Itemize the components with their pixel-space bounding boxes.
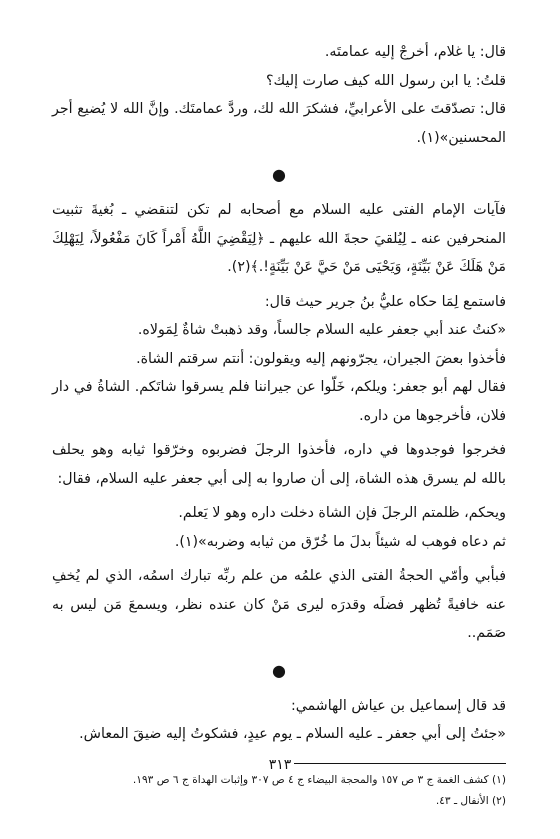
footnote: (١) كشف الغمة ج ٣ ص ١٥٧ والمحجة البيضاء ج ٤ ص ٣٠٧ وإثبات الهداة ج ٦ ص ١٩٣. xyxy=(132,773,506,786)
section-divider: ● xyxy=(272,660,286,680)
section-divider: ● xyxy=(272,165,286,184)
narrative-section xyxy=(52,196,506,648)
paragraph: فآيات الإمام الفتى عليه السلام مع أصحابه لم تكن لتنقضي ـ بُغيةَ تثبيت المنحرفين عنه ـ لِيُلقيَ حجةَ الله عليهم ـ ﴿لِيَقْضِيَ اللَّهُ أَمْراً كَانَ مَفْعُولاً، لِيَهْلِكَ مَنْ هَلَكَ عَنْ بَيِّنَةٍ، وَيَحْيَى مَنْ حَيَّ عَنْ بَيِّنَةٍ!.﴾(٢). xyxy=(52,202,506,275)
paragraph: فخرجوا فوجدوها في داره، فأخذوا الرجلَ فضربوه وخرّقوا ثيابه وهو يحلف بالله لم يسرق هذه الشاة، إلى أن صاروا به إلى أبي جعفر عليه السلام، فقال: xyxy=(52,442,506,487)
paragraph: «جئتُ إلى أبي جعفر ـ عليه السلام ـ يوم عيدٍ، فشكوتُ إليه ضيقَ المعاش. xyxy=(79,726,506,742)
paragraph: ثم دعاه فوهب له شيئاً بدلَ ما خُرّق من ثيابه وضربه»(١). xyxy=(174,533,506,550)
footnotes xyxy=(52,770,506,812)
paragraph: قد قال إسماعيل بن عياش الهاشمي: xyxy=(291,697,506,714)
paragraph: قال: تصدّقتَ على الأعرابيِّ، فشكرَ الله لك، وردَّ عمامتَك. وإنَّ الله لا يُضيع أجر المحسنين»(١). xyxy=(52,101,506,146)
footnote: (٢) الأنفال ـ ٤٣. xyxy=(435,794,506,807)
dialogue-section xyxy=(52,38,506,152)
paragraph: قلتُ: يا ابن رسول الله كيف صارت إليك؟ xyxy=(266,72,506,89)
paragraph: فبأبي وأمّي الحجةُ الفتى الذي علمُه من علم ربِّه تبارك اسمُه، الذي لم يُخفِ عنه خافيةً تُظهر فضلَه وقدرَه ليرى مَنْ كان عنده نظر، ويسمعَ مَن ليس به صَمَم.. xyxy=(52,568,506,641)
closing-section xyxy=(52,692,506,749)
paragraph: ويحكم، ظلمتم الرجلَ فإن الشاة دخلت داره وهو لا يَعلم. xyxy=(178,505,506,521)
paragraph: فأخذوا بعضَ الجيران، يجرّونهم إليه ويقولون: أنتم سرقتم الشاة. xyxy=(136,350,506,367)
page-number: ٣١٣ xyxy=(268,757,292,773)
paragraph: فاستمع لِمَا حكاه عليُّ بنُ جرير حيث قال: xyxy=(264,293,506,310)
paragraph: «كنتُ عند أبي جعفر عليه السلام جالساً، وقد ذهبتْ شاةٌ لِمَولاه. xyxy=(137,322,506,338)
paragraph: قال: يا غلام، أخرجْ إليه عمامتَه. xyxy=(324,44,506,60)
paragraph: فقال لهم أبو جعفر: ويلكم، خَلّوا عن جيراننا فلم يسرقوا شاتَكم. الشاةُ في دار فلان، فأخرجوها من داره. xyxy=(52,379,506,424)
